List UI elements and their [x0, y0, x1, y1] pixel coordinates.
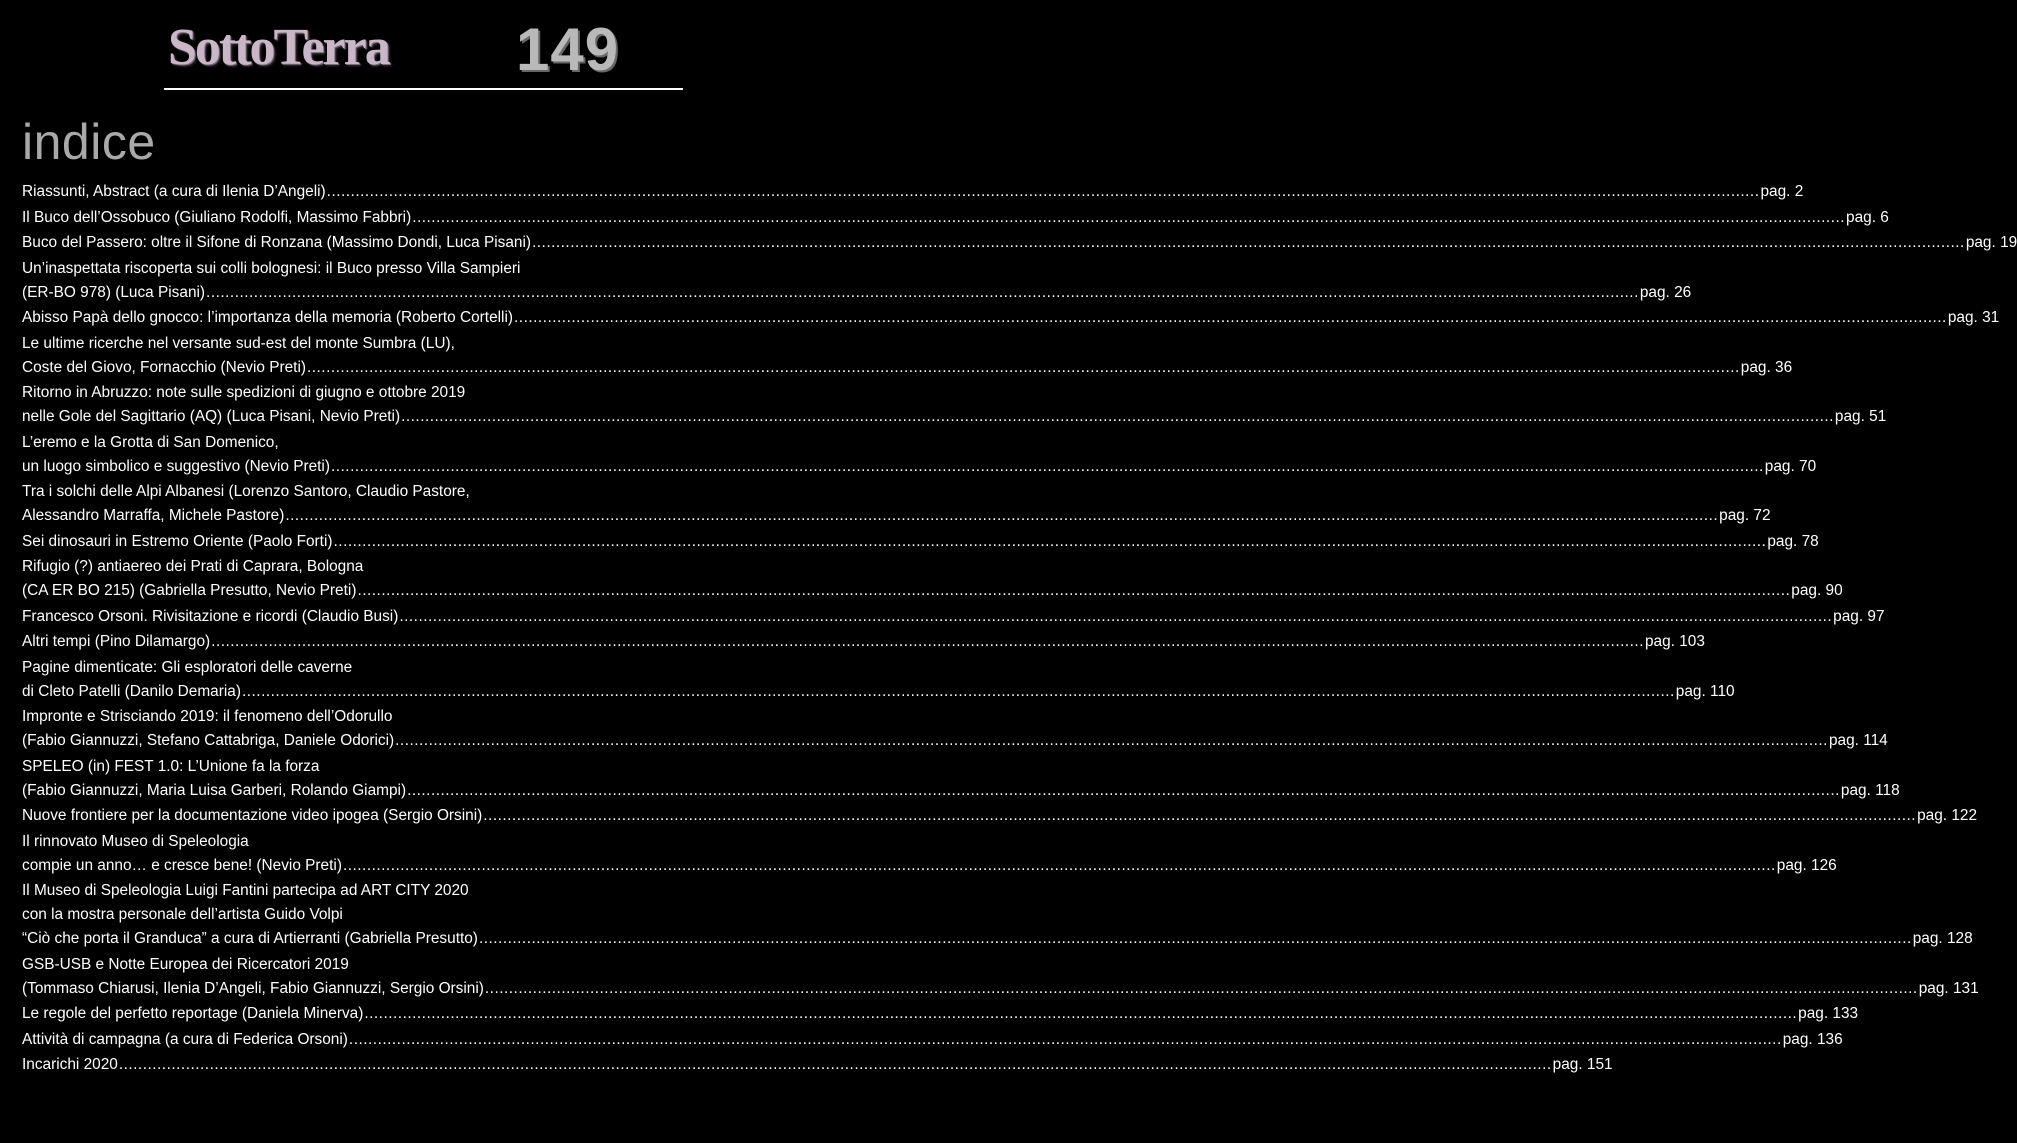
page-number: 6 [1880, 208, 1889, 226]
toc-entry-last-line [22, 804, 1978, 828]
page-prefix: pag. [1760, 183, 1791, 200]
masthead [0, 0, 683, 95]
table-of-contents [22, 180, 2017, 1079]
toc-entry-page [1835, 405, 1886, 429]
toc-entry-last-line [22, 180, 1804, 204]
dot-leader: ............................................................................................................................................................................................................................................................................................................ [364, 1005, 1798, 1022]
page-prefix: pag. [1639, 283, 1670, 301]
magazine-logo: SottoTerra [168, 19, 389, 76]
page-prefix: pag. [1764, 457, 1795, 475]
page-number: 51 [1869, 408, 1887, 425]
toc-entry-page [1767, 530, 1818, 554]
page-number: 103 [1679, 633, 1705, 650]
toc-entry-page [1846, 206, 1889, 230]
toc-entry-page [1917, 804, 1977, 828]
dot-leader: ............................................................................................................................................................................................................................................................................................................ [407, 781, 1840, 799]
dot-leader: ............................................................................................................................................................................................................................................................................................................ [483, 807, 1917, 824]
toc-entry-page [1829, 729, 1888, 753]
toc-entry-last-line [22, 729, 1888, 753]
toc-entry-page [1783, 1028, 1843, 1052]
toc-entry-last-line [22, 680, 1735, 704]
page-number: 90 [1825, 582, 1843, 599]
toc-entry-last-line [22, 455, 1817, 479]
dot-leader: ............................................................................................................................................................................................................................................................................................................ [484, 979, 1918, 997]
toc-entry-last-line [22, 504, 1771, 528]
toc-entry-last-line [22, 405, 1887, 429]
toc-entry-title-line: Le ultime ricerche nel versante sud-est del monte Sumbra (LU), [22, 334, 455, 352]
toc-entry-last-line [22, 779, 1900, 803]
toc-entry-title-line: Abisso Papà dello gnocco: l’importanza della memoria (Roberto Cortelli) [22, 309, 514, 326]
toc-entry-page [1777, 854, 1837, 878]
toc-entry-page [1760, 180, 1803, 204]
toc-entry-page [1791, 579, 1842, 603]
toc-entry-page [1676, 680, 1735, 704]
toc-entry-page [1741, 356, 1792, 380]
dot-leader: ............................................................................................................................................................................................................................................................................................................ [241, 682, 1675, 700]
toc-entry[interactable] [22, 431, 1817, 481]
toc-entry[interactable] [22, 630, 1705, 656]
toc-entry-last-line [22, 356, 1793, 380]
toc-entry-page [1833, 605, 1884, 629]
page-prefix: pag. [1644, 633, 1675, 650]
toc-entry-title-line: Il Museo di Speleologia Luigi Fantini partecipa ad ART CITY 2020 [22, 882, 469, 899]
toc-entry[interactable] [22, 530, 1819, 556]
toc-entry-title-line: “Ciò che porta il Granduca” a cura di Artierranti (Gabriella Presutto) [22, 930, 478, 947]
dot-leader: ............................................................................................................................................................................................................................................................................................................ [326, 183, 1760, 200]
toc-entry-page [1719, 504, 1770, 528]
page-prefix: pag. [1834, 408, 1865, 425]
toc-entry-page [1966, 231, 2017, 255]
dot-leader: ............................................................................................................................................................................................................................................................................................................ [118, 1056, 1552, 1073]
dot-leader: ............................................................................................................................................................................................................................................................................................................ [357, 582, 1791, 599]
toc-entry-page [1798, 1002, 1858, 1026]
dot-leader: ............................................................................................................................................................................................................................................................................................................ [395, 732, 1828, 749]
page-prefix: pag. [1798, 1005, 1829, 1022]
toc-entry-title-line: (Tommaso Chiarusi, Ilenia D’Angeli, Fabio Giannuzzi, Sergio Orsini) [22, 979, 484, 997]
dot-leader: ............................................................................................................................................................................................................................................................................................................ [478, 930, 1912, 947]
toc-entry[interactable] [22, 656, 1735, 706]
page-prefix: pag. [1917, 807, 1948, 824]
toc-entry[interactable] [22, 206, 1889, 232]
page-number: 70 [1799, 457, 1817, 475]
toc-entry-title-line: Riassunti, Abstract (a cura di Ilenia D’Angeli) [22, 183, 326, 200]
toc-entry-title-line: Ritorno in Abruzzo: note sulle spedizioni di giugno e ottobre 2019 [22, 384, 466, 401]
page-prefix: pag. [1918, 979, 1949, 997]
page-title: indice [22, 114, 156, 170]
toc-entry-title-line: (Fabio Giannuzzi, Stefano Cattabriga, Daniele Odorici) [22, 732, 395, 749]
page-number: 151 [1586, 1056, 1613, 1073]
toc-entry-title-line: Impronte e Strisciando 2019: il fenomeno dell’Odorullo [22, 708, 393, 725]
dot-leader: ............................................................................................................................................................................................................................................................................................................ [330, 457, 1764, 475]
page-prefix: pag. [1791, 582, 1822, 599]
toc-entry-page [1765, 455, 1816, 479]
page-number: 19 [2000, 234, 2017, 251]
toc-entry-title-line: Francesco Orsoni. Rivisitazione e ricordi (Claudio Busi) [22, 607, 399, 625]
page-number: 118 [1875, 781, 1900, 799]
toc-entry[interactable] [22, 1028, 1843, 1054]
dot-leader: ............................................................................................................................................................................................................................................................................................................ [399, 607, 1833, 625]
toc-entry-title-line: Buco del Passero: oltre il Sifone di Ronzana (Massimo Dondi, Luca Pisani) [22, 234, 531, 251]
dot-leader: ............................................................................................................................................................................................................................................................................................................ [333, 532, 1767, 550]
toc-entry-title-line: Tra i solchi delle Alpi Albanesi (Lorenzo Santoro, Claudio Pastore, [22, 483, 470, 500]
page-number: 122 [1951, 807, 1978, 824]
dot-leader: ............................................................................................................................................................................................................................................................................................................ [211, 633, 1644, 650]
toc-entry-title-line: Rifugio (?) antiaereo dei Prati di Caprara, Bologna [22, 558, 364, 575]
page-prefix: pag. [1840, 781, 1871, 799]
toc-entry-last-line [22, 1053, 1613, 1077]
toc-entry-last-line [22, 630, 1705, 654]
toc-entry-title-line: (ER-BO 978) (Luca Pisani) [22, 283, 206, 301]
dot-leader: ............................................................................................................................................................................................................................................................................................................ [401, 408, 1834, 425]
toc-entry-title-line: Coste del Giovo, Fornacchio (Nevio Preti) [22, 358, 306, 376]
toc-entry-title-line: Sei dinosauri in Estremo Oriente (Paolo Forti) [22, 532, 333, 550]
page-prefix: pag. [1740, 358, 1771, 376]
toc-entry-title-line: nelle Gole del Sagittario (AQ) (Luca Pisani, Nevio Preti) [22, 408, 401, 425]
toc-entry-title-line: GSB-USB e Notte Europea dei Ricercatori 2019 [22, 955, 349, 973]
toc-entry-page [1913, 927, 1973, 951]
page-number: 2 [1794, 183, 1804, 200]
toc-entry-last-line [22, 530, 1819, 554]
page-number: 72 [1753, 507, 1771, 524]
dot-leader: ............................................................................................................................................................................................................................................................................................................ [532, 234, 1965, 251]
page-number: 126 [1811, 856, 1837, 874]
toc-entry-title-line: (CA ER BO 215) (Gabriella Presutto, Nevio Preti) [22, 582, 357, 599]
toc-entry[interactable] [22, 804, 1978, 830]
toc-entry-title-line: Le regole del perfetto reportage (Daniela Minerva) [22, 1005, 364, 1022]
toc-entry-last-line [22, 206, 1889, 230]
page-prefix: pag. [1776, 856, 1807, 874]
toc-entry-title-line: Incarichi 2020 [22, 1056, 118, 1073]
page-number: 114 [1863, 732, 1888, 749]
toc-entry-title-line: Altri tempi (Pino Dilamargo) [22, 633, 211, 650]
toc-entry-page [1948, 306, 1999, 330]
toc-entry-title-line: Nuove frontiere per la documentazione video ipogea (Sergio Orsini) [22, 807, 483, 824]
toc-entry-title-line: Attività di campagna (a cura di Federica Orsoni) [22, 1030, 348, 1048]
toc-entry[interactable] [22, 555, 1843, 605]
toc-entry-title-line: Il Buco dell’Ossobuco (Giuliano Rodolfi, Massimo Fabbri) [22, 208, 412, 226]
toc-entry-page [1919, 977, 1979, 1001]
toc-entry[interactable] [22, 1002, 1859, 1028]
page-prefix: pag. [1833, 607, 1864, 625]
toc-entry[interactable] [22, 755, 1900, 805]
toc-entry-page [1841, 779, 1900, 803]
dot-leader: ............................................................................................................................................................................................................................................................................................................ [306, 358, 1740, 376]
toc-entry-last-line [22, 977, 1979, 1001]
toc-entry-title-line: di Cleto Patelli (Danilo Demaria) [22, 682, 241, 700]
page-prefix: pag. [1912, 930, 1943, 947]
page-number: 128 [1947, 930, 1973, 947]
page-prefix: pag. [1719, 507, 1750, 524]
page-number: 36 [1775, 358, 1793, 376]
toc-entry-title-line: con la mostra personale dell’artista Guido Volpi [22, 906, 343, 923]
page-number: 133 [1832, 1005, 1859, 1022]
toc-entry[interactable] [22, 381, 1887, 431]
toc-entry[interactable] [22, 306, 2000, 332]
toc-entry-title-line: (Fabio Giannuzzi, Maria Luisa Garberi, Rolando Giampi) [22, 781, 407, 799]
toc-entry-last-line [22, 1028, 1843, 1052]
page-prefix: pag. [1828, 732, 1859, 749]
dot-leader: ............................................................................................................................................................................................................................................................................................................ [342, 856, 1776, 874]
dot-leader: ............................................................................................................................................................................................................................................................................................................ [514, 309, 1947, 326]
page-prefix: pag. [1782, 1030, 1813, 1048]
toc-entry[interactable] [22, 231, 2017, 257]
toc-entry[interactable] [22, 332, 1793, 382]
header-divider [164, 88, 683, 90]
toc-entry-title-line: un luogo simbolico e suggestivo (Nevio Preti) [22, 457, 330, 475]
toc-entry-page [1645, 630, 1705, 654]
issue-number: 149 [516, 16, 620, 83]
dot-leader: ............................................................................................................................................................................................................................................................................................................ [285, 507, 1719, 524]
page-prefix: pag. [1846, 208, 1876, 226]
page-number: 78 [1801, 532, 1819, 550]
toc-entry-page [1640, 281, 1691, 305]
page-prefix: pag. [1965, 234, 1996, 251]
toc-entry[interactable] [22, 480, 1771, 530]
toc-entry[interactable] [22, 830, 1837, 880]
toc-entry[interactable] [22, 953, 1979, 1003]
toc-entry-title-line: Pagine dimenticate: Gli esploratori delle caverne [22, 658, 353, 676]
page-number: 136 [1816, 1030, 1843, 1048]
toc-entry[interactable] [22, 257, 1692, 307]
toc-entry-last-line [22, 579, 1843, 603]
toc-entry-last-line [22, 927, 1973, 951]
page-prefix: pag. [1552, 1056, 1583, 1073]
toc-entry-title-line: Un’inaspettata riscoperta sui colli bolognesi: il Buco presso Villa Sampieri [22, 259, 521, 277]
toc-entry-title-line: Alessandro Marraffa, Michele Pastore) [22, 507, 285, 524]
toc-entry-title-line: SPELEO (in) FEST 1.0: L’Unione fa la forza [22, 757, 320, 775]
toc-entry-last-line [22, 231, 2017, 255]
toc-entry-title-line: Il rinnovato Museo di Speleologia [22, 832, 249, 850]
toc-entry[interactable] [22, 879, 1973, 953]
page-number: 110 [1710, 682, 1735, 700]
page-number: 26 [1674, 283, 1692, 301]
toc-entry-last-line [22, 854, 1837, 878]
page-number: 97 [1867, 607, 1885, 625]
toc-entry-last-line [22, 281, 1692, 305]
dot-leader: ............................................................................................................................................................................................................................................................................................................ [206, 283, 1639, 301]
dot-leader: ............................................................................................................................................................................................................................................................................................................ [412, 208, 1846, 226]
toc-entry[interactable] [22, 605, 1885, 631]
toc-entry-title-line: L’eremo e la Grotta di San Domenico, [22, 433, 279, 451]
page-prefix: pag. [1947, 309, 1978, 326]
toc-entry[interactable] [22, 180, 1804, 206]
dot-leader: ............................................................................................................................................................................................................................................................................................................ [348, 1030, 1782, 1048]
page-number: 31 [1982, 309, 2000, 326]
toc-entry[interactable] [22, 705, 1888, 755]
toc-entry-last-line [22, 306, 2000, 330]
page-number: 131 [1952, 979, 1979, 997]
page-prefix: pag. [1767, 532, 1798, 550]
toc-entry-title-line: compie un anno… e cresce bene! (Nevio Preti) [22, 856, 342, 874]
toc-entry-page [1553, 1053, 1613, 1077]
toc-entry-last-line [22, 605, 1885, 629]
page-prefix: pag. [1675, 682, 1706, 700]
toc-entry[interactable] [22, 1053, 1613, 1079]
toc-entry-last-line [22, 1002, 1859, 1026]
